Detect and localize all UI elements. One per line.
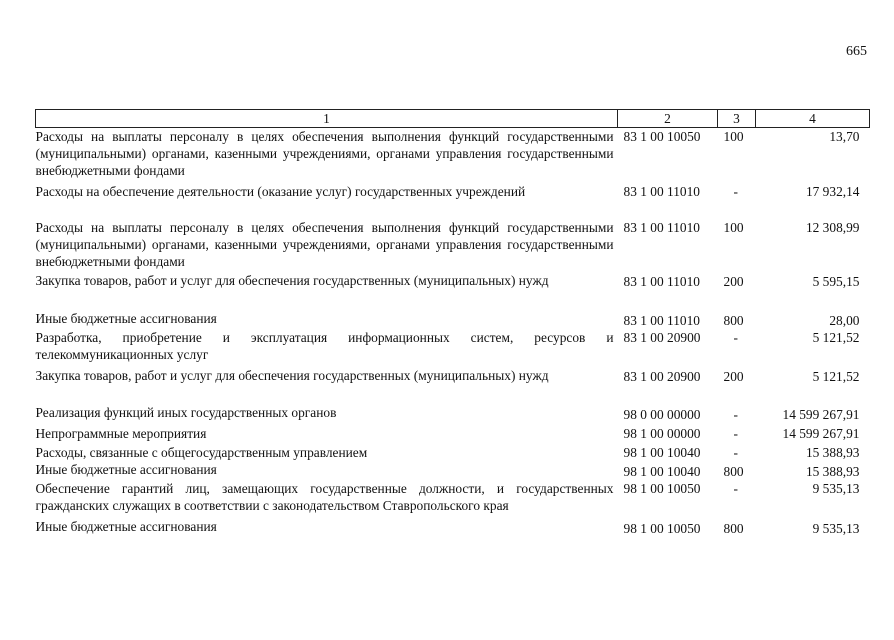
row-type: 200 [723,369,744,384]
row-code: 83 1 00 10050 [623,129,701,144]
table-row [36,480,870,514]
row-code: 83 1 00 11010 [623,220,700,235]
row-type: 100 [723,220,744,235]
table-row [36,423,870,442]
table-row [36,128,870,180]
row-amount: 5 121,52 [812,330,860,345]
row-code: 98 1 00 10040 [623,464,701,479]
row-name: Разработка, приобретение и эксплуатация информационных систем, ресурсов и телекоммуникационных услуг [35,330,614,362]
table-row [36,329,870,363]
row-type: - [733,445,738,460]
row-type: 100 [723,129,744,144]
table-row [36,363,870,404]
row-amount: 14 599 267,91 [782,426,860,441]
row-amount: 5 595,15 [812,274,860,289]
table-row [36,179,870,216]
row-type: - [733,330,738,345]
row-code: 98 1 00 10050 [623,521,701,536]
table-row [36,216,870,270]
table-header-row [36,110,870,128]
row-amount: 9 535,13 [812,481,860,496]
row-name: Закупка товаров, работ и услуг для обеспечения государственных (муниципальных) нужд [35,368,549,383]
budget-table [35,109,870,537]
column-header-2: 2 [618,110,718,128]
row-type: - [733,184,738,199]
table-row [36,514,870,537]
row-name: Иные бюджетные ассигнования [35,311,217,326]
table-row [36,310,870,329]
row-name: Иные бюджетные ассигнования [35,462,217,477]
row-name: Расходы на выплаты персоналу в целях обеспечения выполнения функций государственными (муниципальными) органами, казенными учреждениями, органами управления государственными внебюджетными фондами [35,129,614,178]
row-name: Обеспечение гарантий лиц, замещающих государственные должности, и государственных гражданских служащих в соответствии с законодательством Ставропольского края [35,481,614,513]
row-amount: 13,70 [829,129,860,144]
column-header-4: 4 [756,110,870,128]
row-type: - [733,481,738,496]
row-type: 200 [723,274,744,289]
row-amount: 15 388,93 [805,464,860,479]
row-amount: 9 535,13 [812,521,860,536]
page-number: 665 [846,44,867,59]
row-amount: 28,00 [829,313,860,328]
row-name: Расходы, связанные с общегосударственным управлением [35,445,368,460]
row-amount: 5 121,52 [812,369,860,384]
row-name: Расходы на обеспечение деятельности (оказание услуг) государственных учреждений [35,184,526,199]
row-name: Иные бюджетные ассигнования [35,519,217,534]
row-code: 83 1 00 11010 [623,184,700,199]
row-code: 83 1 00 20900 [623,330,701,345]
row-code: 98 0 00 00000 [623,407,701,422]
table-row [36,270,870,310]
row-code: 98 1 00 10040 [623,445,701,460]
row-name: Реализация функций иных государственных органов [35,405,337,420]
row-type: 800 [723,464,744,479]
row-amount: 17 932,14 [805,184,860,199]
row-type: - [733,407,738,422]
row-code: 83 1 00 20900 [623,369,701,384]
row-amount: 15 388,93 [805,445,860,460]
row-code: 83 1 00 11010 [623,274,700,289]
column-header-3: 3 [718,110,756,128]
row-code: 83 1 00 11010 [623,313,700,328]
row-type: 800 [723,521,744,536]
row-name: Закупка товаров, работ и услуг для обеспечения государственных (муниципальных) нужд [35,273,549,288]
row-name: Расходы на выплаты персоналу в целях обеспечения выполнения функций государственными (муниципальными) органами, казенными учреждениями, органами управления государственными внебюджетными фондами [35,220,614,269]
row-amount: 12 308,99 [805,220,860,235]
table-row [36,404,870,423]
row-name: Непрограммные мероприятия [35,426,207,441]
row-code: 98 1 00 10050 [623,481,701,496]
row-type: 800 [723,313,744,328]
table-row [36,461,870,480]
row-type: - [733,426,738,441]
row-amount: 14 599 267,91 [782,407,860,422]
row-code: 98 1 00 00000 [623,426,701,441]
table-row [36,442,870,461]
column-header-1: 1 [36,110,618,128]
